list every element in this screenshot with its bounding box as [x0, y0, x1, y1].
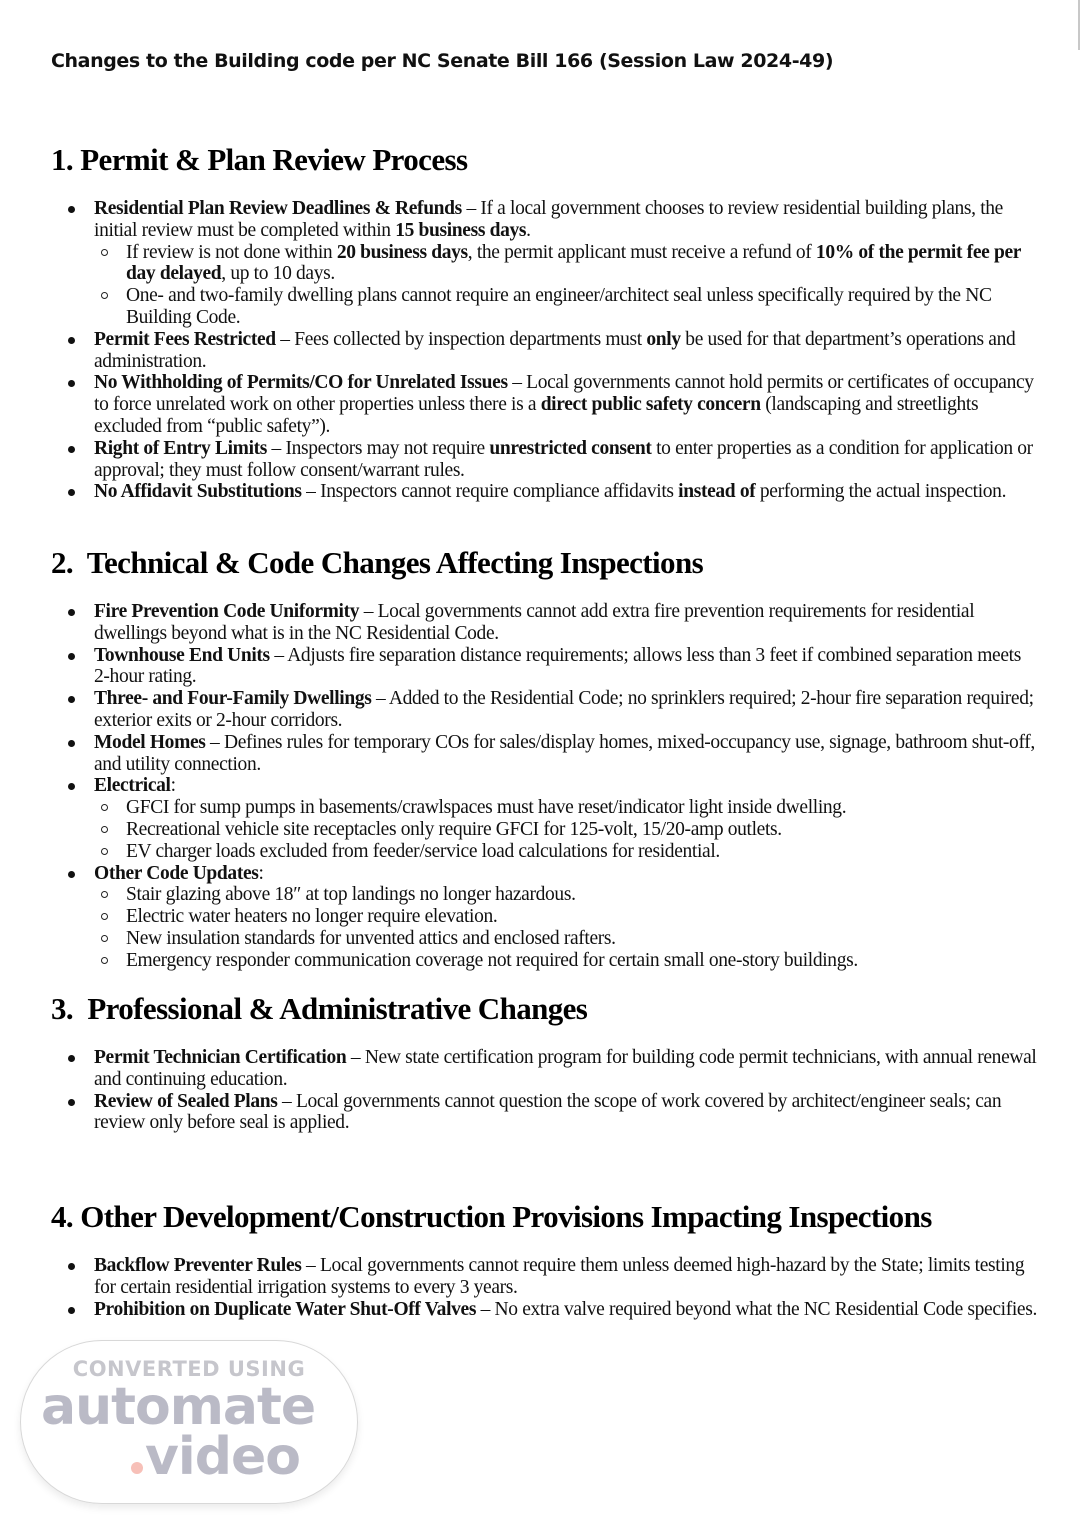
section-technical-code-changes	[51, 545, 1040, 972]
sub-list-item: Electric water heaters no longer require elevation.	[126, 906, 1040, 928]
item-separator: –	[507, 372, 527, 394]
item-text: to enter properties as a condition for application or approval; they must follow consent/warrant rules.	[94, 437, 1033, 481]
item-text: (landscaping and streetlights excluded from “public safety”).	[94, 394, 979, 437]
section-other-development-provisions	[51, 1199, 1040, 1320]
bullet-list	[51, 1047, 1040, 1134]
section-professional-administrative	[51, 991, 1040, 1134]
list-item	[94, 601, 1040, 645]
list-item	[94, 329, 1040, 373]
item-text: Inspectors cannot require compliance affidavits	[320, 481, 679, 503]
item-separator: –	[205, 731, 224, 753]
item-text: Adjusts fire separation distance requirements; allows less than 3 feet if combined separation meets 2-hour rating.	[94, 644, 1021, 688]
item-emphasis: instead of	[678, 481, 756, 503]
item-text: .	[526, 219, 531, 241]
item-separator: –	[301, 481, 321, 503]
item-text: Local governments cannot add extra fire prevention requirements for residential dwellings beyond what is in the NC Residential Code.	[94, 601, 975, 644]
list-item	[94, 372, 1040, 437]
item-separator: –	[476, 1298, 495, 1320]
item-text: Local governments cannot question the scope of work covered by architect/engineer seals; can review only before seal is applied.	[94, 1090, 1002, 1134]
section-heading: 2. Technical & Code Changes Affecting Inspections	[51, 545, 704, 580]
item-text: No extra valve required beyond what the NC Residential Code specifies.	[494, 1298, 1038, 1320]
item-term: Prohibition on Duplicate Water Shut-Off Valves	[94, 1298, 477, 1320]
item-term: Permit Technician Certification	[94, 1047, 347, 1068]
list-item	[94, 198, 1040, 329]
item-text: Inspectors may not require	[285, 437, 490, 459]
list-item	[94, 1091, 1040, 1135]
item-text: , up to 10 days.	[221, 263, 335, 285]
item-separator: –	[275, 328, 295, 350]
watermark-dot-icon	[131, 1462, 143, 1474]
list-item	[94, 1299, 1040, 1321]
item-text: If a local government chooses to review residential building plans, the initial review must be completed within	[94, 198, 1003, 241]
item-term: Electrical	[94, 775, 171, 797]
item-separator: –	[301, 1255, 320, 1276]
item-emphasis: direct public safety concern	[540, 394, 761, 416]
sub-list-item: GFCI for sump pumps in basements/crawlspaces must have reset/indicator light inside dwelling.	[126, 797, 1040, 819]
watermark-brand: automate	[41, 1377, 316, 1437]
bullet-list	[51, 198, 1040, 503]
item-term: Residential Plan Review Deadlines & Refunds	[94, 198, 462, 219]
sub-list-item: EV charger loads excluded from feeder/service load calculations for residential.	[126, 841, 1040, 863]
sub-list-item: Emergency responder communication coverage not required for certain small one-story buildings.	[126, 950, 1040, 972]
item-term: Backflow Preventer Rules	[94, 1255, 302, 1276]
item-term: Other Code Updates	[94, 862, 259, 884]
item-text: Local governments cannot require them unless deemed high-hazard by the State; limits testing for certain residential irrigation systems to every 3 years.	[94, 1255, 1025, 1298]
item-text: Local governments cannot hold permits or certificates of occupancy to force unrelated work on other properties unless there is a	[94, 372, 1034, 416]
list-item	[94, 645, 1040, 689]
section-heading: 3. Professional & Administrative Changes	[51, 991, 588, 1026]
item-text: be used for that department’s operations and administration.	[94, 328, 1016, 372]
list-item	[94, 481, 1040, 503]
item-emphasis: 20 business days	[336, 241, 468, 263]
sub-list-item	[126, 242, 1040, 286]
sub-bullet-list	[94, 884, 1040, 971]
item-term: Townhouse End Units	[94, 644, 270, 666]
item-text: One- and two-family dwelling plans cannot require an engineer/architect seal unless specifically required by the NC Building Code.	[126, 285, 992, 328]
item-term: Right of Entry Limits	[94, 437, 268, 459]
item-term: No Affidavit Substitutions	[94, 481, 302, 503]
item-separator: –	[267, 437, 286, 459]
item-text: Added to the Residential Code; no sprinklers required; 2-hour fire separation required; exterior exits or 2-hour corridors.	[94, 688, 1034, 731]
section-permit-plan-review	[51, 142, 1040, 503]
item-text: Fees collected by inspection departments must	[294, 328, 647, 350]
watermark-caption: CONVERTED USING	[72, 1357, 306, 1381]
sub-list-item: Recreational vehicle site receptacles only require GFCI for 125-volt, 15/20-amp outlets.	[126, 819, 1040, 841]
sub-list-item	[126, 285, 1040, 329]
item-term: No Withholding of Permits/CO for Unrelated Issues	[94, 372, 508, 394]
sub-bullet-list	[94, 242, 1040, 329]
item-emphasis: 10% of the permit fee per day delayed	[126, 241, 1021, 285]
list-item	[94, 775, 1040, 862]
item-term: Permit Fees Restricted	[94, 328, 276, 350]
item-emphasis: 15 business days	[395, 219, 527, 241]
list-item	[94, 688, 1040, 732]
item-separator: –	[277, 1090, 296, 1112]
item-text: Defines rules for temporary COs for sales/display homes, mixed-occupancy use, signage, bathroom shut-off, and utility connection.	[94, 731, 1035, 775]
sub-list-item: Stair glazing above 18″ at top landings no longer hazardous.	[126, 884, 1040, 906]
item-term: Three- and Four-Family Dwellings	[94, 688, 372, 710]
list-item	[94, 863, 1040, 972]
item-term: Review of Sealed Plans	[94, 1090, 278, 1112]
watermark-suffix	[131, 1427, 300, 1487]
converter-watermark	[20, 1340, 358, 1504]
watermark-suffix-text: video	[145, 1427, 300, 1487]
item-separator: –	[346, 1047, 365, 1068]
item-separator: :	[170, 775, 176, 797]
list-item	[94, 438, 1040, 482]
sub-bullet-list	[94, 797, 1040, 862]
item-emphasis: only	[646, 328, 681, 350]
item-text: If review is not done within	[126, 241, 337, 263]
document-title: Changes to the Building code per NC Senate Bill 166 (Session Law 2024-49)	[51, 50, 834, 72]
section-heading: 4. Other Development/Construction Provisions Impacting Inspections	[51, 1199, 932, 1234]
item-separator: –	[269, 644, 288, 666]
item-text: New state certification program for building code permit technicians, with annual renewal and continuing education.	[94, 1047, 1037, 1090]
bullet-list	[51, 601, 1040, 972]
list-item	[94, 1047, 1040, 1091]
section-heading: 1. Permit & Plan Review Process	[51, 142, 468, 177]
sub-list-item: New insulation standards for unvented attics and enclosed rafters.	[126, 928, 1040, 950]
list-item	[94, 1255, 1040, 1299]
item-separator: :	[258, 862, 264, 884]
list-item	[94, 732, 1040, 776]
item-separator: –	[359, 601, 378, 622]
item-emphasis: unrestricted consent	[489, 437, 652, 459]
item-term: Fire Prevention Code Uniformity	[94, 601, 360, 622]
bullet-list	[51, 1255, 1040, 1320]
item-text: performing the actual inspection.	[755, 481, 1007, 503]
item-term: Model Homes	[94, 731, 206, 753]
item-separator: –	[461, 198, 481, 219]
item-separator: –	[371, 688, 389, 710]
item-text: , the permit applicant must receive a refund of	[467, 241, 816, 263]
